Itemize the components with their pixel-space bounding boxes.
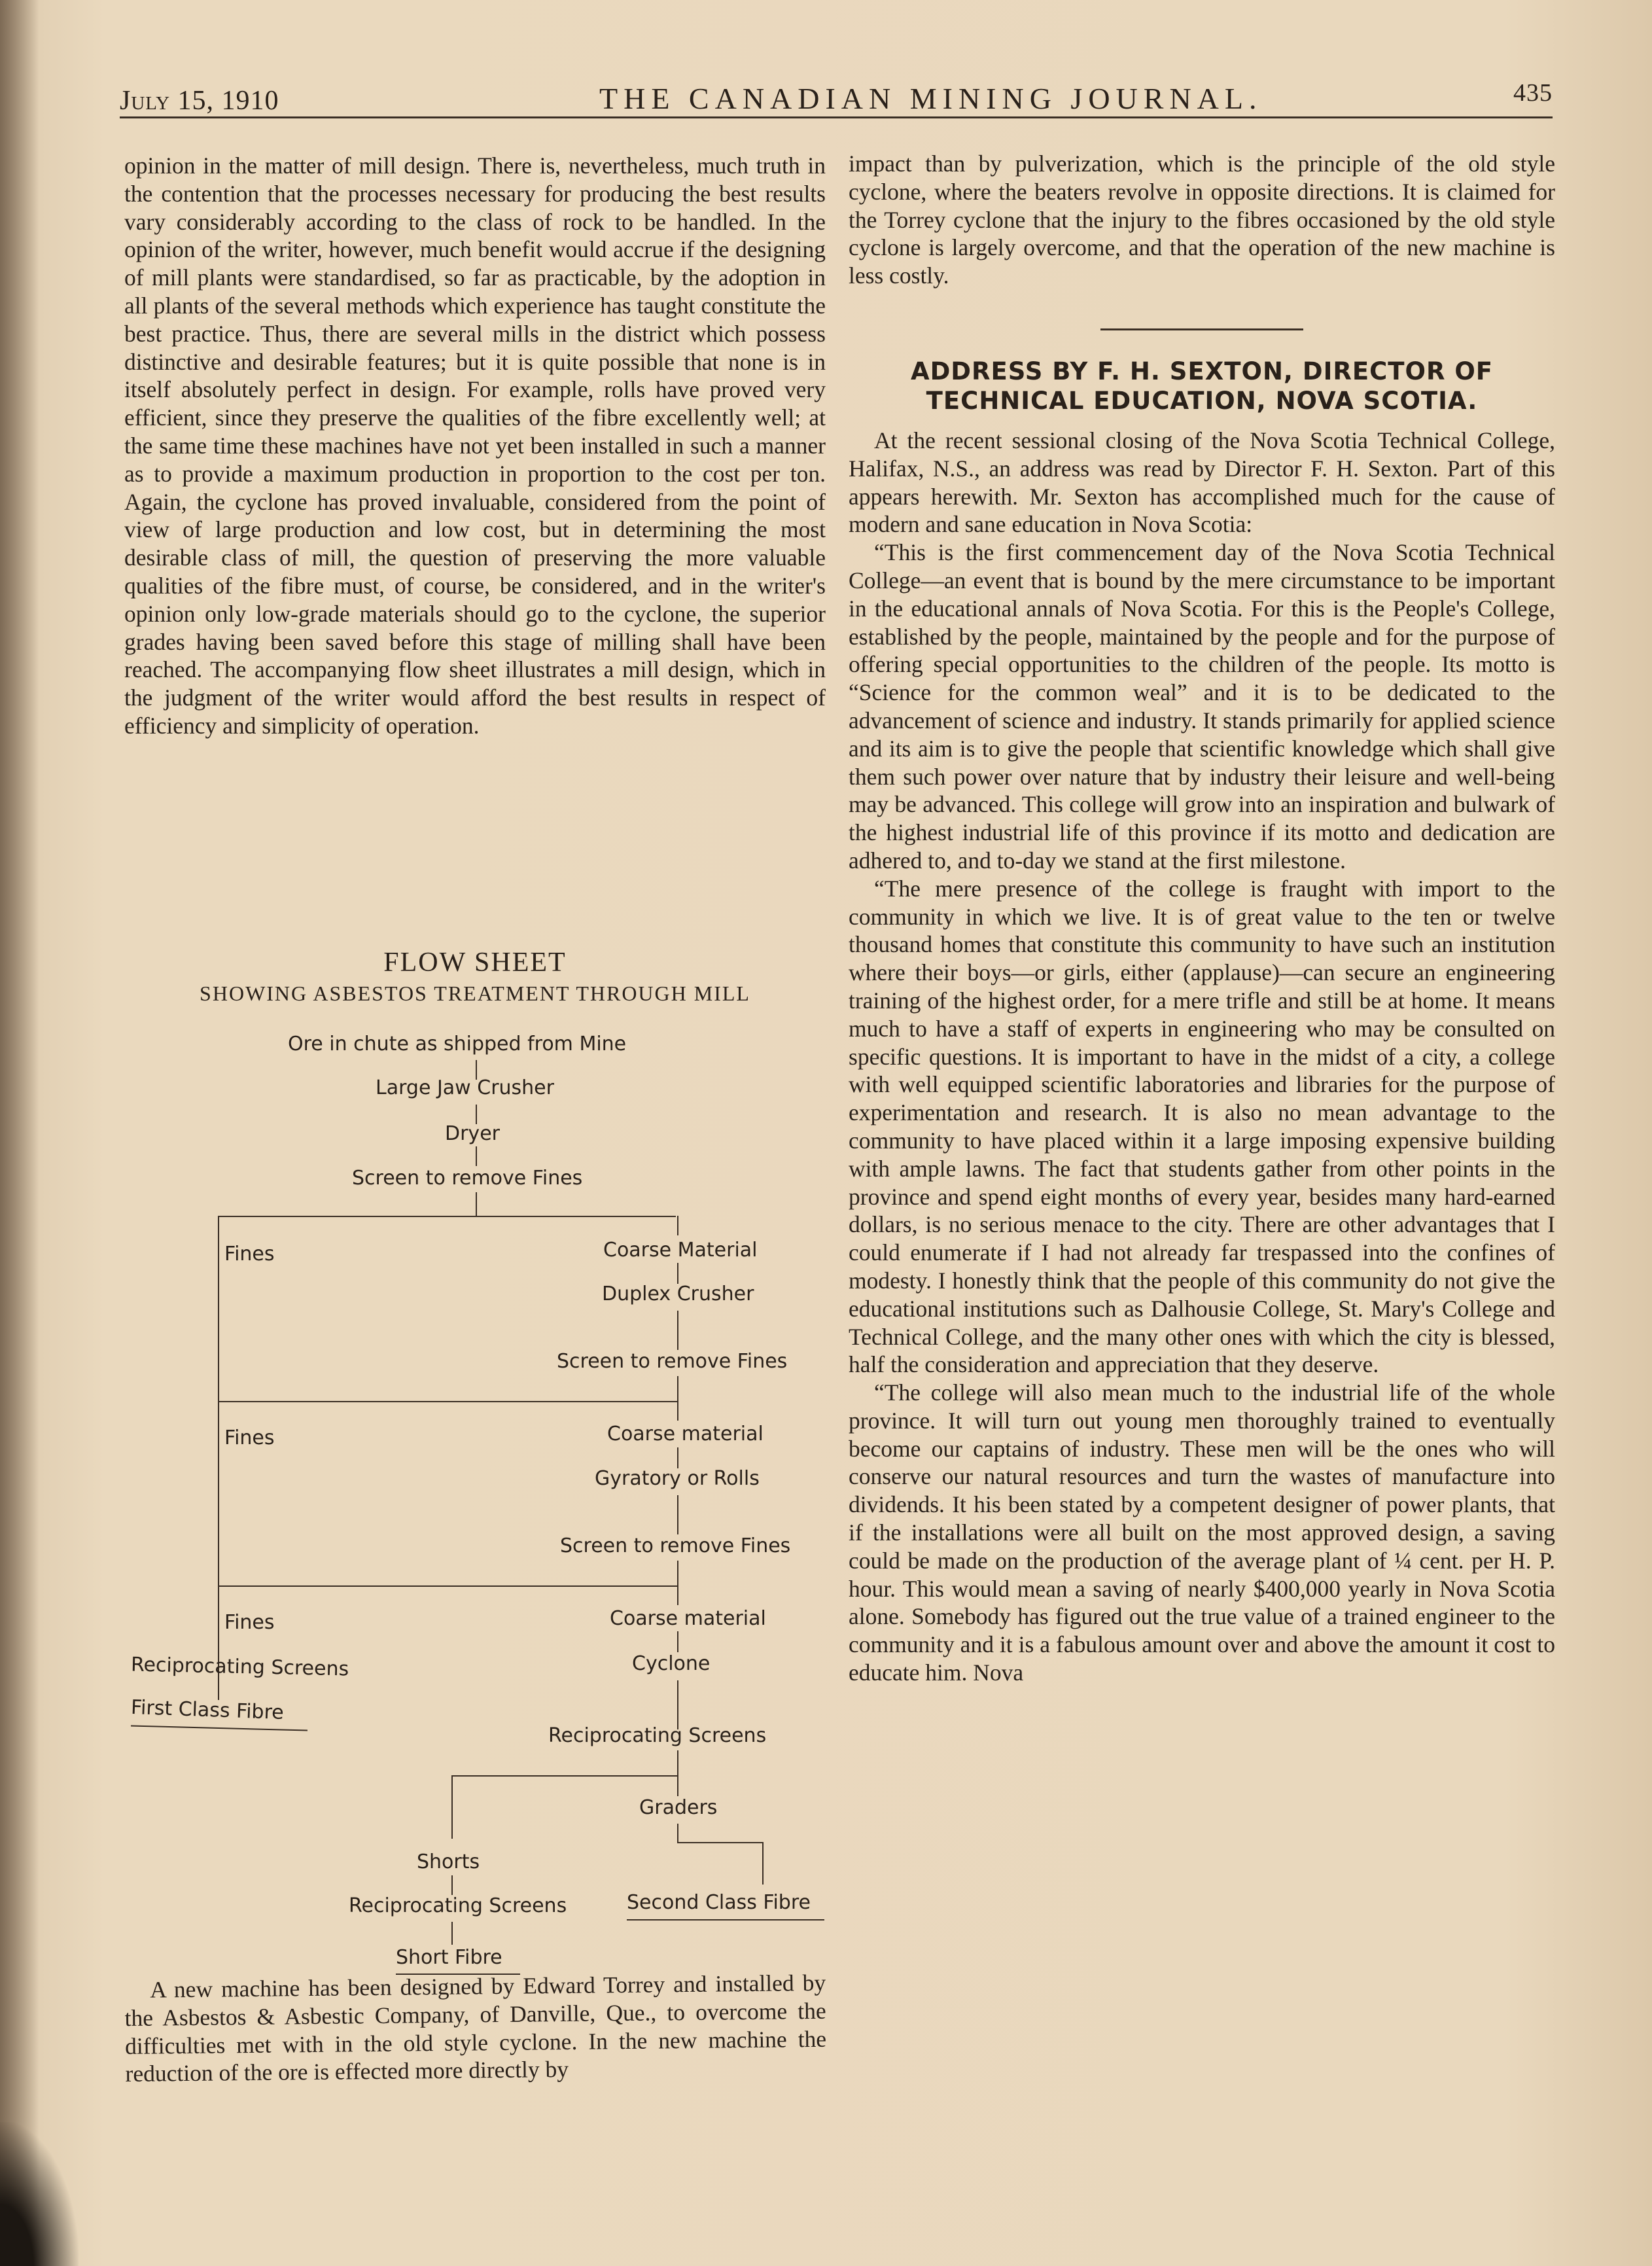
flow-fines-2: Fines [224,1426,275,1449]
left-column-top [124,152,826,740]
right-column-top [849,150,1555,290]
flow-ore-chute: Ore in chute as shipped from Mine [288,1033,627,1055]
connector [677,1495,678,1534]
section-divider [1100,328,1303,330]
connector [451,1775,453,1839]
flow-dryer: Dryer [445,1122,500,1145]
article-paragraph: impact than by pulverization, which is the principle of the old style cyclone, where the beaters revolve in opposite directions. It is claimed for the Torrey cyclone that the injury to the fibres occasioned by the old style cyclone is largely overcome, and that the operation of the new machine is less costly. [849,150,1555,289]
section-title [849,357,1555,416]
connector [677,1585,678,1605]
branch-line [451,1775,677,1777]
flow-gyratory: Gyratory or Rolls [595,1467,760,1490]
article-paragraph: A new machine has been designed by Edward Torrey and installed by the Asbestos & Asbestic Company, of Danville, Que., to overcome the difficulties met with in the old style cyclone. In the new machine the reduction of the ore is effected more directly by [124,1969,827,2087]
flow-sheet-title: FLOW SHEET [383,947,567,978]
connector [677,1775,678,1796]
flow-coarse-3: Coarse material [610,1607,766,1630]
article-paragraph: “The mere presence of the college is fraught with import to the community in which we live. It is of great value to the ten or twelve thousand homes that constitute this community to have such an institution where their boys—or girls, either (applause)—can secure an engineering training of the highest order, for a mere trifle and still be at home. It means much to have a staff of experts in engineering who may be consulted on specific questions. It is important to have in the midst of a city, a college with well equipped scientific laboratories and libraries for the purpose of experimentation and research. It is also no mean advantage to the community to have placed within it a large imposing expensive building with ample lawns. The fact that students gather from other points in the province and spend eight months of every year, besides many hard-earned dollars, is no serious menace to the city. There are other advantages that I could enumerate if I had not already far trespassed into the confines of modesty. I honestly think that the people of this community do not give the educational institutions such as Dalhousie College, St. Mary's College and Technical College, and the many other ones with which the city is blessed, half the consideration and appreciation that they deserve. [849,875,1555,1378]
journal-title: THE CANADIAN MINING JOURNAL. [599,82,1263,115]
page-header [120,77,1553,116]
article-paragraph: “The college will also mean much to the industrial life of the whole province. It will turn out young men thoroughly trained to eventually become our captains of industry. These men will be the ones who will conserve our natural resources and turn the wastes of manufacture into dividends. It his been stated by a competent designer of power plants, that if the installations were all built on the most approved design, a saving could be made on the production of the average plant of ¼ cent. per H. P. hour. This would mean a saving of nearly $400,000 yearly in Nova Scotia alone. Somebody has figured out the true value of a trained engineer to the community and it is a fabulous amount over and above the amount it cost to educate him. Nova [849,1379,1555,1686]
connector [677,1631,678,1652]
branch-line [677,1842,762,1843]
connector [451,1922,453,1945]
connector [476,1192,477,1216]
connector [677,1750,678,1775]
connector [476,1146,477,1166]
flow-fines-3: Fines [224,1611,275,1634]
flow-jaw-crusher: Large Jaw Crusher [376,1076,554,1099]
connector [218,1680,219,1700]
result-underline [131,1725,308,1731]
article-paragraph: “This is the first commencement day of the Nova Scotia Technical College—an event that is bound by the mere circumstance to be important in the educational annals of Nova Scotia. For this is the People's College, established by the people, maintained by the people and for the purpose of offering special opportunities to the children of the people. Its motto is “Science for the common weal” and it is to be dedicated to the advancement of science and industry. It stands primarily for applied science and its aim is to give the people that scientific knowledge which shall give them such power over nature that by industry their leisure and well-being may be advanced. This college will grow into an inspiration and bulwark of the highest industrial life of this province if its motto and dedication are adhered to, and to-day we stand at the first milestone. [849,539,1555,874]
connector [677,1561,678,1585]
section-title-line: TECHNICAL EDUCATION, NOVA SCOTIA. [926,387,1478,415]
flow-recip-screens-left: Reciprocating Screens [130,1653,349,1681]
flow-coarse-1: Coarse Material [603,1239,758,1262]
article-paragraph: At the recent sessional closing of the Nova Scotia Technical College, Halifax, N.S., an address was read by Director F. H. Sexton. Part of this appears herewith. Mr. Sexton has accomplished much for the cause of modern and sane education in Nova Scotia: [849,427,1555,538]
flow-fines-1: Fines [224,1243,275,1266]
connector [476,1105,477,1124]
connector [762,1842,764,1885]
flow-graders: Graders [639,1796,718,1819]
connector [677,1680,678,1729]
section-title-line: ADDRESS BY F. H. SEXTON, DIRECTOR OF [910,357,1494,385]
flow-screen-3: Screen to remove Fines [560,1534,791,1557]
flow-sheet-subtitle: SHOWING ASBESTOS TREATMENT THROUGH MILL [200,982,750,1005]
right-column-main [849,427,1555,1687]
flow-short-fibre: Short Fibre [396,1946,502,1969]
flow-screen-1: Screen to remove Fines [352,1167,583,1190]
flow-coarse-2: Coarse material [607,1423,764,1445]
connector [677,1311,678,1350]
branch-line [218,1401,677,1402]
article-paragraph: opinion in the matter of mill design. There is, nevertheless, much truth in the contention that the processes necessary for producing the best results vary considerably according to the class of rock to be handled. In the opinion of the writer, however, much benefit would accrue if the designing of mill plants were standardised, so far as practicable, by the adoption in all plants of the several methods which experience has taught constitute the best practice. Thus, there are several mills in the district which possess distinctive and desirable features; but it is quite possible that none is in itself absolutely perfect in design. For example, rolls have proved very efficient, since they preserve the qualities of the fibre excellently well; at the same time these machines have not yet been installed in such a manner as to provide a maximum production in proportion to the cost per ton. Again, the cyclone has proved invaluable, considered from the point of view of large production and low cost, but in determining the most desirable class of mill, the question of preserving the more valuable qualities of the fibre must, of course, be considered, and in the writer's opinion only low-grade materials should go to the cyclone, the superior grades having been saved before this stage of milling shall have been reached. The accompanying flow sheet illustrates a mill design, which in the judgment of the writer would afford the best results in respect of efficiency and simplicity of operation. [124,152,826,739]
result-underline [627,1919,824,1921]
flow-first-class-fibre: First Class Fibre [130,1695,285,1725]
connector [677,1376,678,1401]
connector [677,1447,678,1468]
issue-date: July 15, 1910 [120,86,279,116]
flow-second-class-fibre: Second Class Fibre [627,1891,811,1914]
branch-line [218,1216,676,1217]
connector [677,1263,678,1284]
flow-duplex-crusher: Duplex Crusher [602,1283,754,1305]
fines-trunk [218,1216,219,1680]
page-number: 435 [1513,79,1553,107]
binding-shadow [0,0,39,2266]
flow-cyclone: Cyclone [632,1652,711,1675]
corner-shadow [0,2122,79,2266]
branch-line [218,1585,677,1587]
flow-recip-screens-shorts: Reciprocating Screens [349,1894,567,1917]
flow-recip-screens-center: Reciprocating Screens [548,1724,767,1747]
header-rule [120,116,1553,118]
flow-screen-2: Screen to remove Fines [557,1350,788,1373]
connector [677,1401,678,1421]
connector [677,1824,678,1842]
left-column-bottom [124,1969,827,2088]
flow-shorts: Shorts [417,1850,480,1873]
connector [451,1875,453,1895]
connector [677,1216,678,1235]
